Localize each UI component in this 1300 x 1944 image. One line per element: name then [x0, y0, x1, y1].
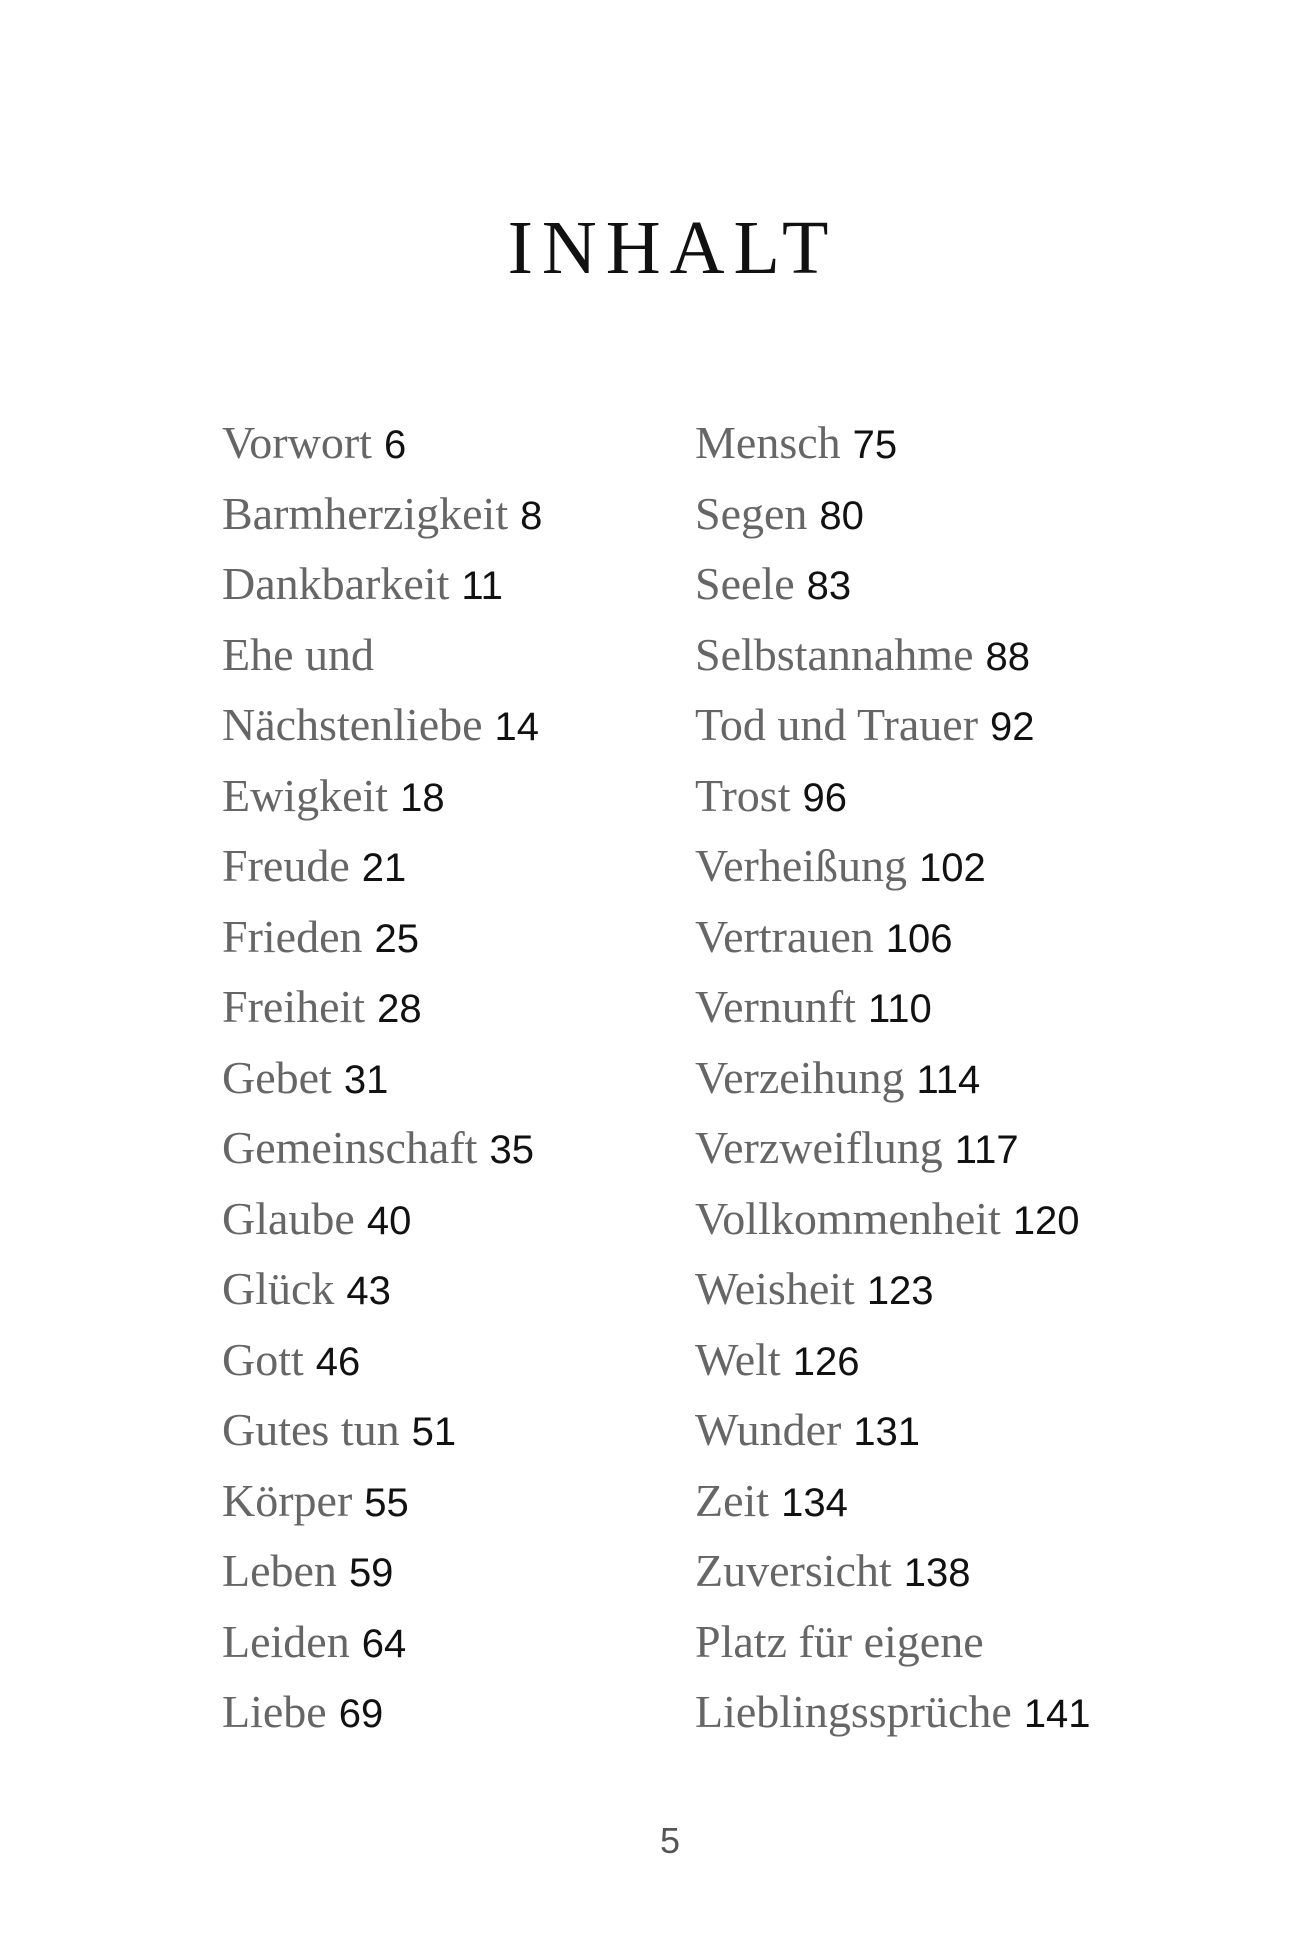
entry-page-number: 117 — [954, 1128, 1019, 1172]
entry-title: Ewigkeit — [222, 769, 389, 821]
entry-title: Gebet — [222, 1051, 332, 1103]
entry-title: Vertrauen — [695, 910, 874, 962]
toc-entry[interactable] — [695, 413, 1091, 484]
entry-title: Vollkommenheit — [695, 1192, 1001, 1244]
entry-page-number: 8 — [520, 493, 543, 538]
entry-title: Ehe und — [222, 628, 375, 680]
toc-entry[interactable] — [695, 1118, 1091, 1189]
entry-title: Verheißung — [695, 840, 908, 891]
entry-page-number: 21 — [361, 846, 407, 890]
toc-entry[interactable] — [222, 1400, 542, 1471]
toc-entry[interactable] — [222, 625, 542, 696]
entry-title: Dankbarkeit — [222, 558, 450, 609]
entry-page-number: 96 — [802, 775, 847, 820]
entry-title: Gott — [222, 1333, 304, 1385]
entry-page-number: 92 — [990, 705, 1035, 749]
toc-entry[interactable] — [695, 977, 1091, 1048]
entry-page-number: 35 — [489, 1128, 534, 1172]
toc-entry[interactable] — [222, 1612, 542, 1683]
toc-entry[interactable] — [222, 1048, 542, 1119]
entry-page-number: 31 — [343, 1057, 389, 1102]
toc-entry[interactable] — [222, 1682, 542, 1753]
toc-entry[interactable] — [695, 907, 1091, 978]
entry-page-number: 25 — [374, 916, 420, 961]
toc-entry[interactable] — [222, 1259, 542, 1330]
entry-title: Nächstenliebe — [222, 699, 483, 750]
entry-page-number: 46 — [315, 1339, 361, 1384]
entry-page-number: 138 — [903, 1551, 971, 1595]
entry-page-number: 123 — [866, 1269, 934, 1313]
entry-page-number: 75 — [852, 423, 898, 467]
toc-entry[interactable] — [222, 413, 542, 484]
entry-page-number: 55 — [364, 1480, 409, 1525]
page-title: INHALT — [507, 206, 838, 290]
toc-entry[interactable] — [222, 1471, 542, 1542]
entry-title: Liebe — [222, 1686, 327, 1737]
entry-page-number: 141 — [1023, 1692, 1091, 1736]
toc-entry[interactable] — [695, 836, 1091, 907]
toc-entry[interactable] — [695, 484, 1091, 555]
entry-page-number: 14 — [494, 705, 540, 749]
entry-page-number: 110 — [867, 987, 932, 1031]
entry-page-number: 83 — [806, 564, 852, 608]
entry-title: Leben — [222, 1545, 337, 1596]
toc-entry[interactable] — [695, 766, 1091, 837]
entry-title: Zuversicht — [695, 1545, 892, 1596]
page-number: 5 — [659, 1820, 681, 1861]
entry-title: Welt — [695, 1333, 781, 1385]
toc-entry[interactable] — [222, 907, 542, 978]
entry-page-number: 120 — [1012, 1198, 1080, 1243]
entry-page-number: 40 — [366, 1198, 412, 1243]
toc-entry[interactable] — [695, 625, 1091, 696]
entry-title: Leiden — [222, 1615, 350, 1667]
entry-title: Lieblingssprüche — [695, 1686, 1012, 1737]
entry-title: Freude — [222, 840, 350, 891]
entry-title: Platz für eigene — [695, 1615, 984, 1667]
entry-title: Vernunft — [695, 981, 856, 1032]
toc-entry[interactable] — [222, 1541, 542, 1612]
entry-title: Freiheit — [222, 981, 366, 1032]
entry-title: Barmherzigkeit — [222, 487, 509, 539]
entry-page-number: 131 — [853, 1410, 921, 1454]
toc-entry[interactable] — [695, 1259, 1091, 1330]
entry-title: Wunder — [695, 1404, 842, 1455]
entry-page-number: 126 — [792, 1339, 860, 1384]
toc-entry[interactable] — [222, 836, 542, 907]
entry-title: Vorwort — [222, 417, 372, 468]
entry-title: Weisheit — [695, 1263, 855, 1314]
toc-entry[interactable] — [695, 1189, 1091, 1260]
entry-title: Mensch — [695, 417, 841, 468]
toc-entry[interactable] — [222, 1330, 542, 1401]
entry-page-number: 43 — [346, 1269, 391, 1313]
toc-entry[interactable] — [222, 1189, 542, 1260]
entry-title: Zeit — [695, 1474, 770, 1526]
toc-column-left — [222, 413, 542, 1753]
entry-page-number: 80 — [819, 493, 864, 538]
toc-entry[interactable] — [222, 977, 542, 1048]
entry-title: Frieden — [222, 910, 363, 962]
entry-page-number: 88 — [985, 634, 1030, 679]
entry-page-number: 18 — [400, 775, 445, 820]
entry-title: Gutes tun — [222, 1404, 400, 1455]
entry-title: Körper — [222, 1474, 353, 1526]
toc-entry[interactable] — [695, 1612, 1091, 1683]
entry-page-number: 28 — [377, 987, 422, 1031]
toc-entry[interactable] — [695, 1541, 1091, 1612]
toc-entry[interactable] — [222, 766, 542, 837]
entry-title: Glück — [222, 1263, 335, 1314]
entry-title: Verzeihung — [695, 1051, 905, 1103]
toc-entry[interactable] — [222, 1118, 542, 1189]
entry-page-number: 64 — [361, 1621, 407, 1666]
toc-entry[interactable] — [695, 1400, 1091, 1471]
entry-page-number: 59 — [348, 1551, 394, 1595]
toc-entry[interactable] — [222, 695, 542, 766]
entry-title: Segen — [695, 487, 808, 539]
entry-page-number: 11 — [461, 564, 503, 608]
entry-title: Trost — [695, 769, 791, 821]
entry-title: Gemeinschaft — [222, 1122, 478, 1173]
entry-title: Tod und Trauer — [695, 699, 979, 750]
entry-page-number: 134 — [781, 1480, 848, 1525]
toc-entry[interactable] — [222, 554, 542, 625]
toc-entry[interactable] — [695, 1471, 1091, 1542]
toc-entry[interactable] — [695, 695, 1091, 766]
entry-title: Verzweiflung — [695, 1122, 943, 1173]
toc-entry[interactable] — [695, 1048, 1091, 1119]
toc-entry[interactable] — [695, 1682, 1091, 1753]
toc-entry[interactable] — [695, 554, 1091, 625]
entry-page-number: 69 — [338, 1692, 384, 1736]
toc-entry[interactable] — [695, 1330, 1091, 1401]
entry-page-number: 51 — [411, 1410, 457, 1454]
entry-title: Seele — [695, 558, 795, 609]
entry-page-number: 6 — [383, 423, 407, 467]
entry-page-number: 102 — [919, 846, 986, 890]
toc-column-right — [695, 413, 1091, 1753]
entry-page-number: 106 — [885, 916, 953, 961]
entry-title: Selbstannahme — [695, 628, 974, 680]
entry-title: Glaube — [222, 1192, 355, 1244]
toc-entry[interactable] — [222, 484, 542, 555]
entry-page-number: 114 — [916, 1057, 981, 1102]
